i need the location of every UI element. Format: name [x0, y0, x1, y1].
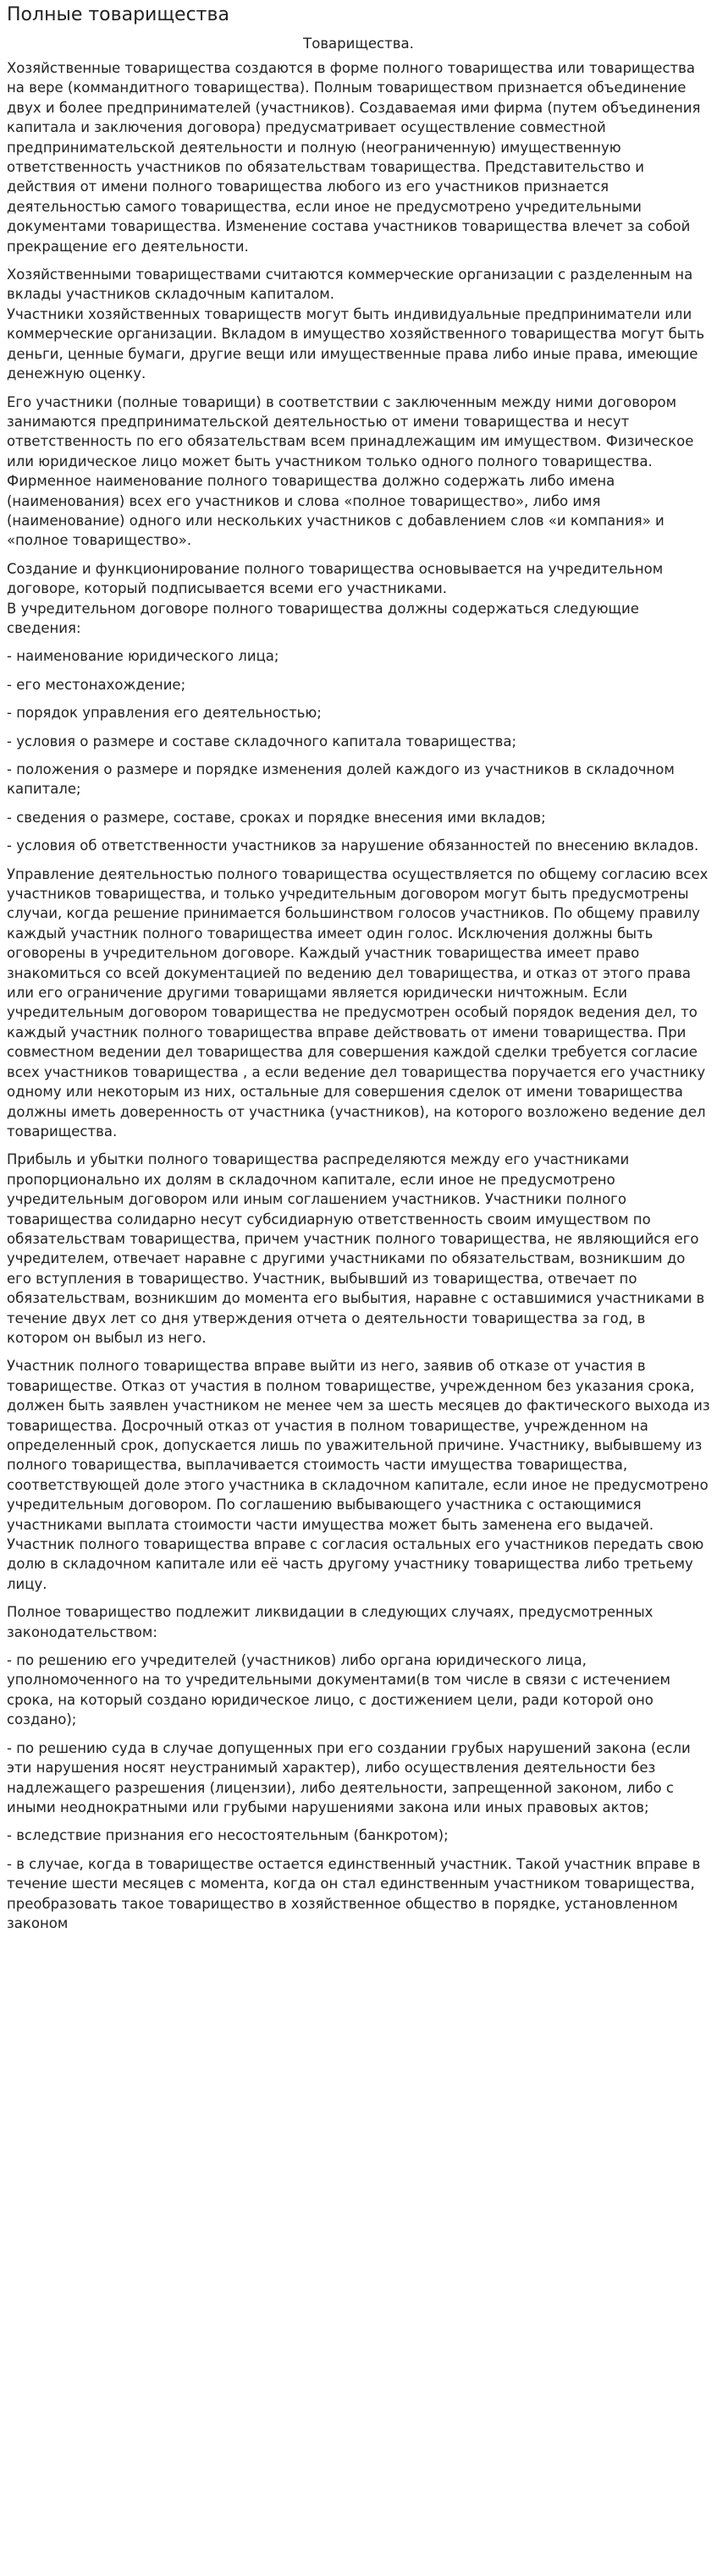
paragraph: [7, 836, 710, 855]
paragraph: [7, 1602, 710, 1642]
paragraph-text: Управление деятельностью полного товарищества осуществляется по общему согласию всех участников товарищества, и только учредительным договором могут быть предусмотрены случаи, когда решение принимается большинством голосов участников. По общему правилу каждый участник полного товарищества имеет один голос. Исключения должны быть оговорены в учредительном договоре. Каждый участник товарищества имеет право знакомиться со всей документацией по ведению дел товарищества, и отказ от этого права или его ограничение другими товарищами является юридически ничтожным. Если учредительным договором товарищества не предусмотрен особый порядок ведения дел, то каждый участник полного товарищества вправе действовать от имени товарищества. При совместном ведении дел товарищества для совершения каждой сделки требуется согласие всех участников товарищества , а если ведение дел товарищества поручается его участнику одному или некоторым из них, остальные для совершения сделок от имени товарищества должны иметь доверенность от участника (участников), на которого возложено ведение дел товарищества.: [7, 865, 709, 1140]
paragraph-text: Участники хозяйственных товариществ могут быть индивидуальные предприниматели или коммерческие организации. Вкладом в имущество хозяйственного товарищества могут быть деньги, ценные бумаги, другие вещи или имущественные права либо иные права, имеющие денежную оценку.: [7, 305, 705, 382]
paragraph-text: В учредительном договоре полного товарищества должны содержаться следующие сведения:: [7, 600, 639, 636]
paragraph-text: Участник полного товарищества вправе выйти из него, заявив об отказе от участия в товариществе. Отказ от участия в полном товариществе, учрежденном без указания срока, должен быть заявлен участником не менее чем за шесть месяцев до фактического выхода из товарищества. Досрочный отказ от участия в полном товариществе, учрежденном на определенный срок, допускается лишь по уважительной причине. Участнику, выбывшему из полного товарищества, выплачивается стоимость части имущества товарищества, соответствующей доле этого участника в складочном капитале, если иное не предусмотрено учредительным договором. По соглашению выбывающего участника с остающимися участниками выплата стоимости части имущества может быть заменена его выдачей. Участник полного товарищества вправе с согласия остальных его участников передать свою долю в складочном капитале или её часть другому участнику товарищества либо третьему лицу.: [7, 1358, 710, 1592]
page-title: Полные товарищества: [7, 4, 229, 25]
paragraph: [7, 646, 710, 666]
paragraph-text: Хозяйственными товариществами считаются коммерческие организации с разделенным на вклады участников складочным капиталом.: [7, 266, 693, 303]
paragraph-text: - вследствие признания его несостоятельным (банкротом);: [7, 1827, 449, 1844]
section-subtitle: Товарищества.: [303, 36, 414, 52]
paragraph: [7, 393, 710, 551]
paragraph-text: - его местонахождение;: [7, 676, 186, 693]
paragraph-text: Его участники (полные товарищи) в соответствии с заключенным между ними договором занимаются предпринимательской деятельностью от имени товарищества и несут ответственность по его обязательствам всем принадлежащим им имуществом. Физическое или юридическое лицо может быть участником только одного полного товарищества. Фирменное наименование полного товарищества должно содержать либо имена (наименования) всех его участников и слова «полное товарищество», либо имя (наименование) одного или нескольких участников с добавлением слов «и компания» и «полное товарищество».: [7, 393, 694, 549]
paragraph: [7, 1651, 710, 1730]
paragraph: [7, 1854, 710, 1934]
paragraph-text: Создание и функционирование полного товарищества основывается на учредительном договоре, который подписывается всеми его участниками.: [7, 560, 664, 597]
paragraph-text: - положения о размере и порядке изменения долей каждого из участников в складочном капитале;: [7, 761, 675, 798]
paragraph: [7, 1356, 710, 1594]
paragraph-text: Прибыль и убытки полного товарищества распределяются между его участниками пропорционально их долям в складочном капитале, если иное не предусмотрено учредительным договором или иным соглашением участников. Участники полного товарищества солидарно несут субсидиарную ответственность своим имуществом по обязательствам товарищества, причем участник полного товарищества, не являющийся его учредителем, отвечает наравне с другими участниками по обязательствам, возникшим до его вступления в товарищество. Участник, выбывший из товарищества, отвечает по обязательствам, возникшим до момента его выбытия, наравне с оставшимися участниками в течение двух лет со дня утверждения отчета о деятельности товарищества за год, в котором он выбыл из него.: [7, 1151, 705, 1346]
paragraph: [7, 1738, 710, 1818]
paragraph: [7, 865, 710, 1142]
paragraph: [7, 58, 710, 256]
paragraph-text: - условия о размере и составе складочного капитала товарищества;: [7, 733, 517, 750]
paragraph-text: - порядок управления его деятельностью;: [7, 705, 322, 722]
paragraph-text: Полное товарищество подлежит ликвидации в следующих случаях, предусмотренных законодательством:: [7, 1604, 654, 1640]
document-body: [7, 58, 710, 1933]
paragraph: [7, 732, 710, 751]
paragraph: [7, 559, 710, 639]
paragraph-text: - по решению суда в случае допущенных при его создании грубых нарушений закона (если эти нарушения носят неустранимый характер), либо осуществления деятельности без надлежащего разрешения (лицензии), либо деятельности, запрещенной законом, либо с иными неоднократными или грубыми нарушениями закона или иных правовых актов;: [7, 1739, 691, 1815]
paragraph-text: - наименование юридического лица;: [7, 648, 279, 665]
paragraph-text: - сведения о размере, составе, сроках и порядке внесения ими вкладов;: [7, 809, 546, 826]
paragraph: [7, 1826, 710, 1845]
paragraph: [7, 675, 710, 695]
paragraph-text: Хозяйственные товарищества создаются в форме полного товарищества или товарищества на вере (коммандитного товарищества). Полным товариществом признается объединение двух и более предпринимателей (участников). Создаваемая ими фирма (путем объединения капитала и заключения договора) предусматривает осуществление совместной предпринимательской деятельности и полную (неограниченную) имущественную ответственность участников по обязательствам товарищества. Представительство и действия от имени полного товарищества любого из его участников признается деятельностью самого товарищества, если иное не предусмотрено учредительными документами товарищества. Изменение состава участников товарищества влечет за собой прекращение его деятельности.: [7, 60, 701, 255]
paragraph: [7, 703, 710, 722]
paragraph-text: - по решению его учредителей (участников) либо органа юридического лица, уполномоченного на то учредительными документами(в том числе в связи с истечением срока, на который создано юридическое лицо, с достижением цели, ради которой оно создано);: [7, 1652, 670, 1728]
paragraph: [7, 265, 710, 383]
paragraph-text: - условия об ответственности участников за нарушение обязанностей по внесению вкладов.: [7, 838, 699, 854]
paragraph: [7, 1150, 710, 1348]
paragraph: [7, 808, 710, 827]
paragraph: [7, 760, 710, 799]
paragraph-text: - в случае, когда в товариществе остается единственный участник. Такой участник вправе в течение шести месяцев с момента, когда он стал единственным участником товарищества, преобразовать такое товарищество в хозяйственное общество в порядке, установленном законом: [7, 1855, 701, 1931]
